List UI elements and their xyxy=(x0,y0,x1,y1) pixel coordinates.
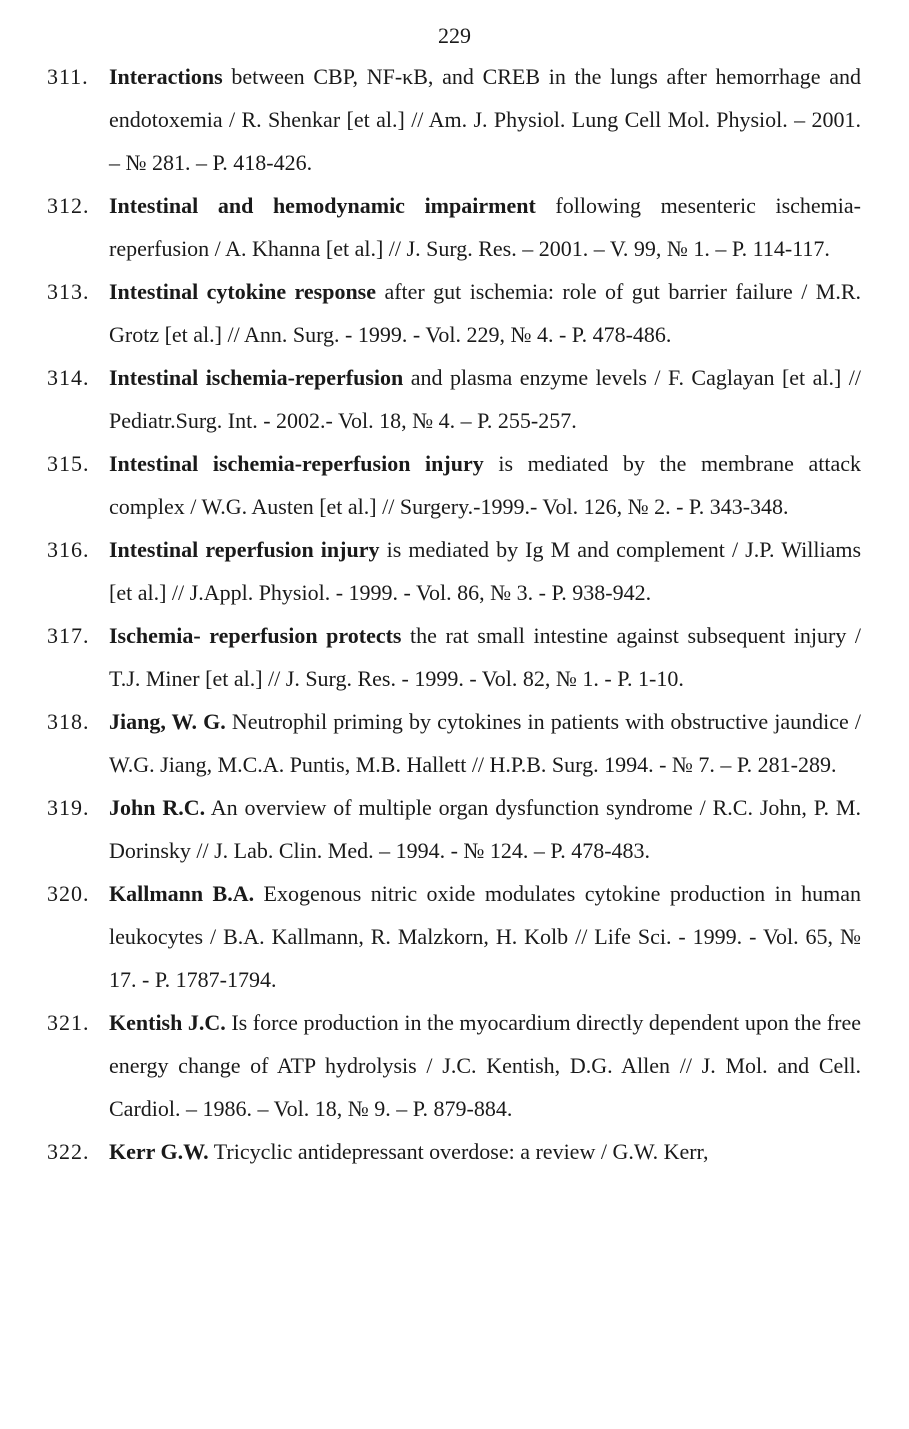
reference-body: is mediated by the membrane attack complex / W.G. Austen [et al.] // Surgery.-1999.- Vol. 126, № 2. - P. 343-348. xyxy=(109,451,862,519)
reference-number: 319. xyxy=(47,795,90,820)
reference-body: Exogenous nitric oxide modulates cytokine production in human leukocytes / B.A. Kallmann, R. Malzkorn, H. Kolb // Life Sci. - 1999. - Vol. 65, № 17. - P. 1787-1794. xyxy=(109,881,862,992)
reference-lead: Intestinal reperfusion injury xyxy=(109,537,380,562)
reference-body: the rat small intestine against subsequent injury / T.J. Miner [et al.] // J. Surg. Res. - 1999. - Vol. 82, № 1. - P. 1-10. xyxy=(109,623,861,691)
reference-item xyxy=(0,700,909,786)
reference-body: is mediated by Ig M and complement / J.P. Williams [et al.] // J.Appl. Physiol. - 1999. - Vol. 86, № 3. - P. 938-942. xyxy=(109,537,862,605)
reference-body: Tricyclic antidepressant overdose: a review / G.W. Kerr, xyxy=(208,1139,709,1164)
reference-item xyxy=(0,184,909,270)
reference-lead: Jiang, W. G. xyxy=(109,709,226,734)
reference-lead: Interactions xyxy=(109,64,223,89)
reference-item xyxy=(0,872,909,1001)
reference-item xyxy=(0,1130,909,1173)
reference-number: 318. xyxy=(47,709,90,734)
reference-item xyxy=(0,528,909,614)
reference-body: between CBP, NF-κB, and CREB in the lungs after hemorrhage and endotoxemia / R. Shenkar [et al.] // Am. J. Physiol. Lung Cell Mol. Physiol. – 2001. – № 281. – P. 418-426. xyxy=(109,64,861,175)
reference-item xyxy=(0,442,909,528)
reference-number: 316. xyxy=(47,537,90,562)
reference-lead: Intestinal ischemia-reperfusion xyxy=(109,365,404,390)
reference-lead: Intestinal and hemodynamic impairment xyxy=(109,193,536,218)
reference-number: 314. xyxy=(47,365,90,390)
reference-item xyxy=(0,1001,909,1130)
reference-lead: Intestinal cytokine response xyxy=(109,279,377,304)
reference-body: and plasma enzyme levels / F. Caglayan [et al.] // Pediatr.Surg. Int. - 2002.- Vol. 18, № 4. – P. 255-257. xyxy=(109,365,861,433)
reference-lead: Kentish J.C. xyxy=(109,1010,226,1035)
reference-list xyxy=(0,55,909,1173)
reference-number: 315. xyxy=(47,451,90,476)
reference-item xyxy=(0,270,909,356)
reference-lead: Intestinal ischemia-reperfusion injury xyxy=(109,451,484,476)
reference-number: 312. xyxy=(47,193,90,218)
page-number: 229 xyxy=(438,23,471,48)
reference-item xyxy=(0,614,909,700)
reference-lead: Kerr G.W. xyxy=(109,1139,209,1164)
reference-lead: Kallmann B.A. xyxy=(109,881,255,906)
reference-body: following mesenteric ischemia-reperfusion / A. Khanna [et al.] // J. Surg. Res. – 2001. – V. 99, № 1. – P. 114-117. xyxy=(109,193,861,261)
reference-body: after gut ischemia: role of gut barrier failure / M.R. Grotz [et al.] // Ann. Surg. - 1999. - Vol. 229, № 4. - P. 478-486. xyxy=(109,279,861,347)
reference-item xyxy=(0,55,909,184)
reference-item xyxy=(0,786,909,872)
reference-item xyxy=(0,356,909,442)
reference-lead: John R.C. xyxy=(109,795,206,820)
reference-lead: Ischemia- reperfusion protects xyxy=(109,623,402,648)
reference-number: 317. xyxy=(47,623,90,648)
reference-body: Neutrophil priming by cytokines in patients with obstructive jaundice / W.G. Jiang, M.C.A. Puntis, M.B. Hallett // H.P.B. Surg. 1994. - № 7. – P. 281-289. xyxy=(109,709,861,777)
reference-number: 320. xyxy=(47,881,90,906)
reference-number: 313. xyxy=(47,279,90,304)
reference-body: Is force production in the myocardium directly dependent upon the free energy change of ATP hydrolysis / J.C. Kentish, D.G. Allen // J. Mol. and Cell. Cardiol. – 1986. – Vol. 18, № 9. – P. 879-884. xyxy=(109,1010,861,1121)
reference-number: 322. xyxy=(47,1139,90,1164)
reference-body: An overview of multiple organ dysfunction syndrome / R.C. John, P. M. Dorinsky // J. Lab. Clin. Med. – 1994. - № 124. – P. 478-483. xyxy=(109,795,861,863)
reference-number: 311. xyxy=(47,64,89,89)
reference-number: 321. xyxy=(47,1010,90,1035)
